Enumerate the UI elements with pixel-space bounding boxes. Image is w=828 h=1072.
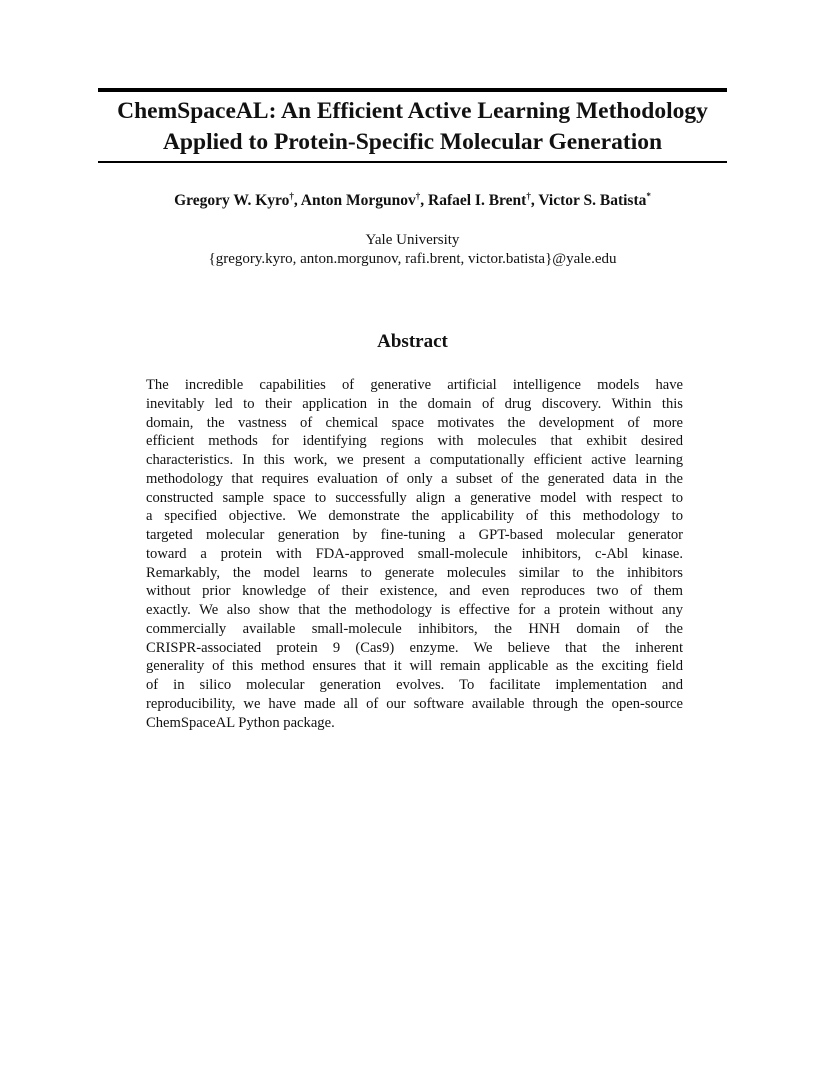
title-line: ChemSpaceAL: An Efficient Active Learning Methodology [117,98,708,124]
abstract-line: a specified objective. We demonstrate the applicability of this methodology to [146,508,683,525]
affiliation: Yale University [365,232,460,248]
abstract-line: The incredible capabilities of generative artificial intelligence models have [146,377,683,393]
abstract-line: targeted molecular generation by fine-tuning a GPT-based molecular generator [146,527,683,543]
author-separator: , [530,192,539,209]
title-line: Applied to Protein-Specific Molecular Generation [162,129,663,155]
affiliation-block [98,231,727,269]
abstract-line: methodology that requires evaluation of only a subset of the generated data in the [146,470,683,487]
author-mark: * [646,191,651,201]
author-name: Gregory W. Kyro [174,192,290,209]
abstract-line: domain, the vastness of chemical space motivates the development of more [146,414,683,431]
abstract-line: reproducibility, we have made all of our software available through the open-source [146,695,683,712]
author-mark: † [415,191,421,201]
abstract-line: commercially available small-molecule inhibitors, the HNH domain of the [146,620,683,637]
abstract-line: Remarkably, the model learns to generate molecules similar to the inhibitors [146,564,683,581]
title-top-rule [98,88,727,92]
abstract-line: without prior knowledge of their existence, and even reproduces two of them [146,583,683,600]
author-list [98,192,727,210]
author-separator: , [293,192,301,209]
author-mark: † [526,191,531,201]
abstract-line: of in silico molecular generation evolves. To facilitate implementation and [146,677,683,693]
author-name: Rafael I. Brent [428,192,527,209]
abstract-line: inevitably led to their application in the domain of drug discovery. Within this [146,395,683,412]
abstract-line: exactly. We also show that the methodology is effective for a protein without any [146,602,683,618]
title-bottom-rule [98,161,727,163]
author-emails: {gregory.kyro, anton.morgunov, rafi.brent, victor.batista}@yale.edu [208,251,617,267]
paper-title [98,96,727,158]
author-separator: , [420,192,429,209]
abstract-line: generality of this method ensures that it will remain applicable as the exciting field [146,658,683,675]
author-name: Anton Morgunov [300,192,416,209]
author-mark: † [289,191,294,201]
abstract-line: CRISPR-associated protein 9 (Cas9) enzyme. We believe that the inherent [146,639,683,656]
abstract-heading: Abstract [377,331,448,352]
abstract-line: characteristics. In this work, we present a computationally efficient active learning [146,452,683,468]
abstract-line: efficient methods for identifying regions with molecules that exhibit desired [146,433,683,450]
author-name: Victor S. Batista [538,192,647,209]
abstract-body [146,376,683,732]
abstract-line: constructed sample space to successfully align a generative model with respect to [146,489,683,506]
abstract-line: toward a protein with FDA-approved small-molecule inhibitors, c-Abl kinase. [146,545,683,562]
abstract-line: ChemSpaceAL Python package. [146,714,335,731]
